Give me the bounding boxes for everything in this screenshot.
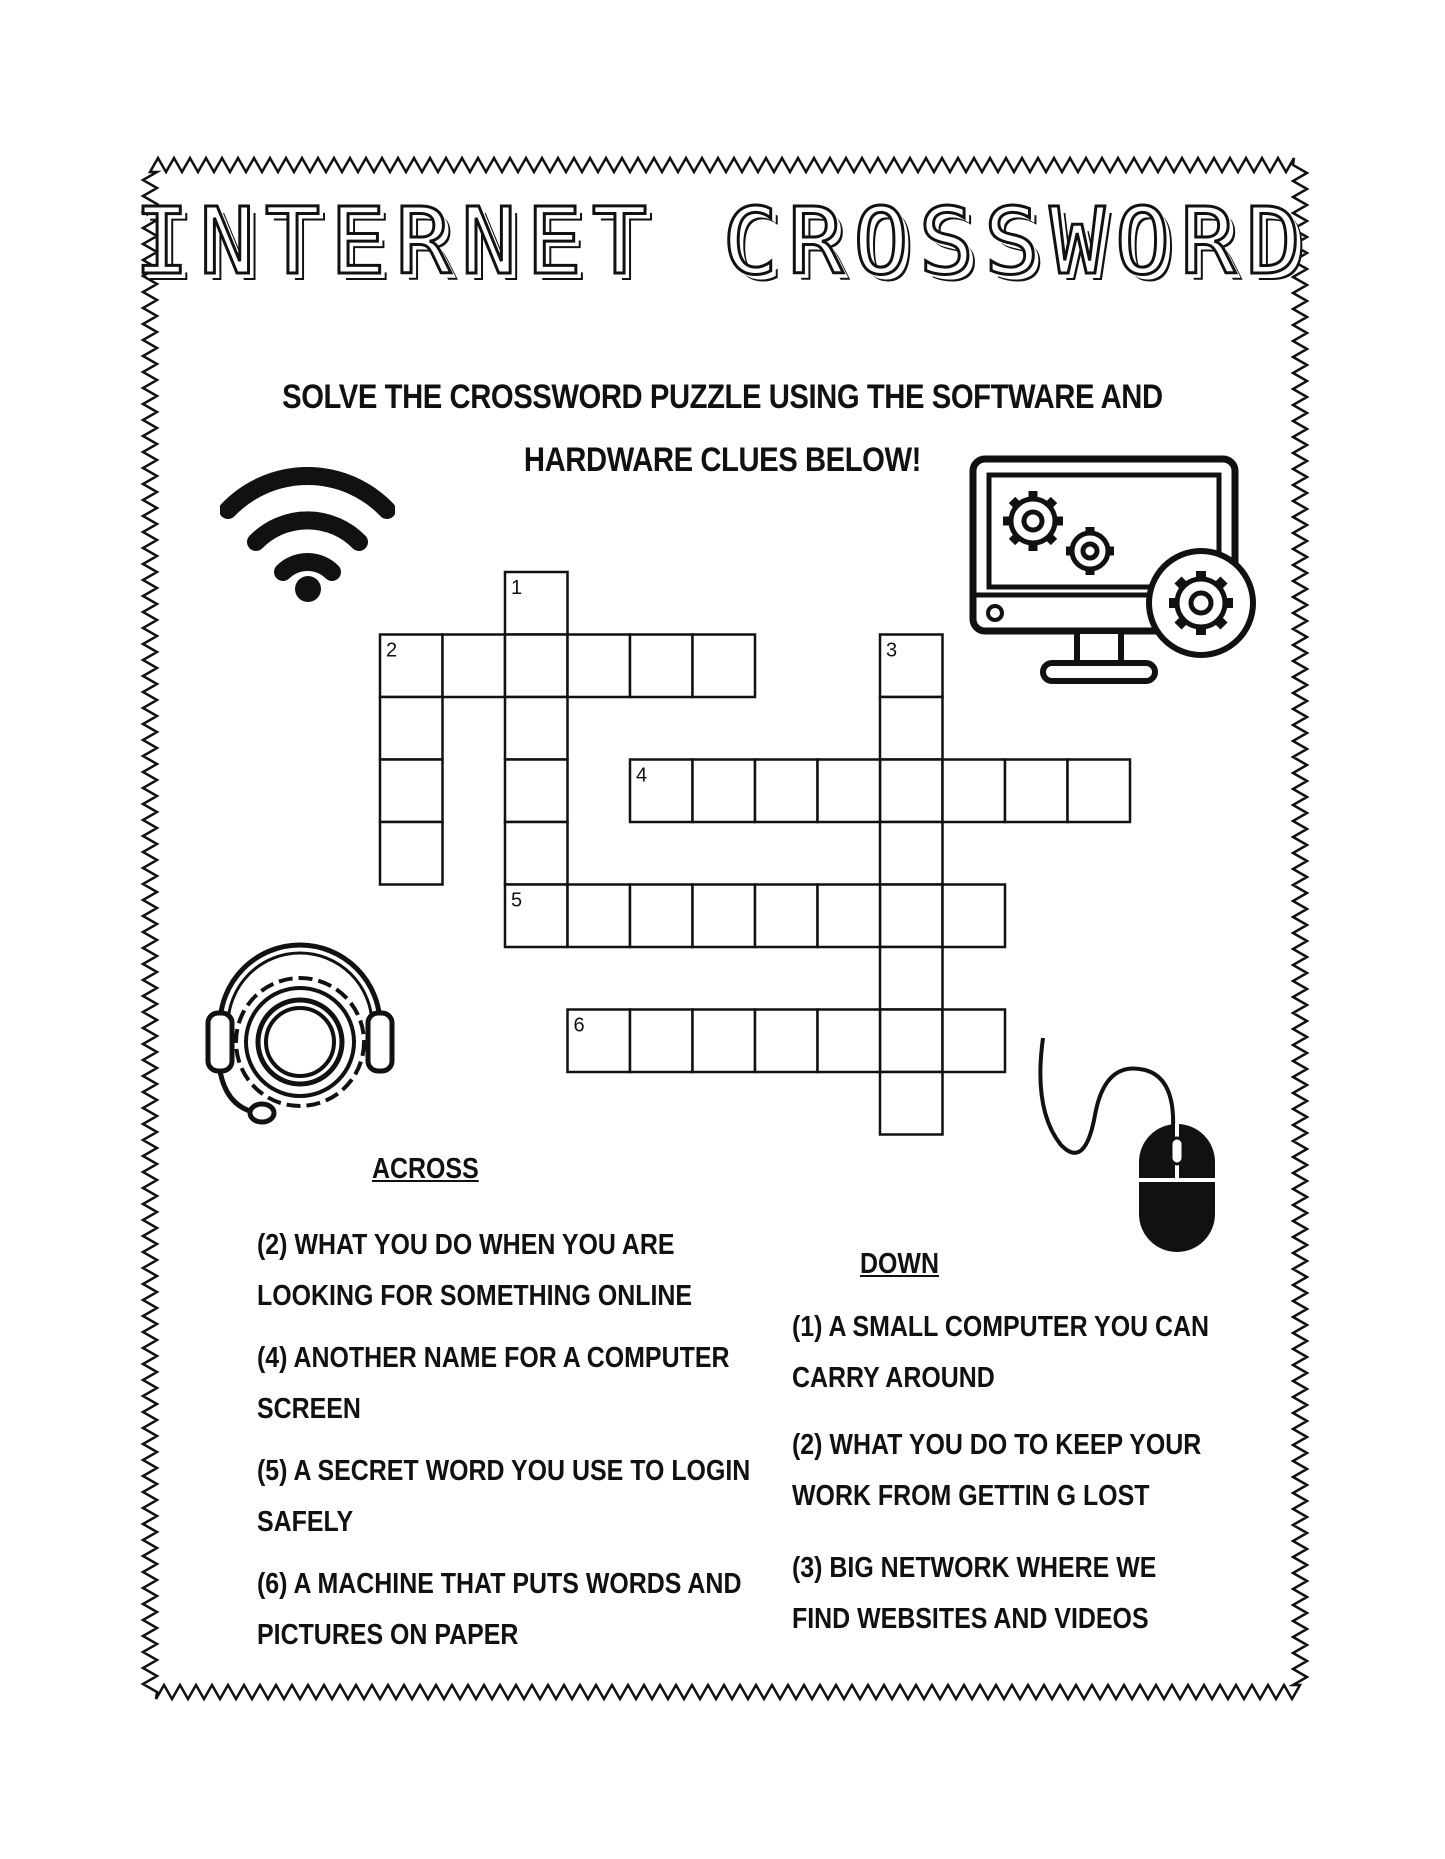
across-clue-4-line-1: (4) ANOTHER NAME FOR A COMPUTER <box>257 1342 730 1374</box>
grid-cell[interactable] <box>818 1010 881 1073</box>
grid-cell[interactable] <box>693 1010 756 1073</box>
grid-cell[interactable] <box>1005 760 1068 823</box>
cell-number-1: 1 <box>511 577 523 599</box>
grid-cell[interactable] <box>818 760 881 823</box>
grid-cell[interactable] <box>755 1010 818 1073</box>
grid-cell[interactable] <box>505 697 568 760</box>
grid-cell[interactable] <box>693 760 756 823</box>
grid-cell[interactable] <box>693 885 756 948</box>
grid-cell[interactable] <box>505 822 568 885</box>
down-clue-3-line-2: FIND WEBSITES AND VIDEOS <box>792 1603 1149 1635</box>
cell-number-5: 5 <box>511 889 523 912</box>
grid-cell[interactable] <box>880 760 943 823</box>
across-clue-5-line-1: (5) A SECRET WORD YOU USE TO LOGIN <box>257 1455 751 1487</box>
grid-cell[interactable] <box>380 760 443 823</box>
across-clue-6-line-1: (6) A MACHINE THAT PUTS WORDS AND <box>257 1568 742 1600</box>
page-title: INTERNET CROSSWORD <box>134 188 1311 295</box>
grid-cell[interactable] <box>630 1010 693 1073</box>
down-clue-2-line-1: (2) WHAT YOU DO TO KEEP YOUR <box>792 1429 1202 1461</box>
grid-cell[interactable] <box>443 635 506 698</box>
across-clue-2-line-1: (2) WHAT YOU DO WHEN YOU ARE <box>257 1229 675 1261</box>
cell-number-2: 2 <box>386 639 398 662</box>
grid-cell[interactable] <box>880 947 943 1010</box>
across-heading: ACROSS <box>372 1153 479 1185</box>
across-clue-6-line-2: PICTURES ON PAPER <box>257 1619 519 1651</box>
grid-cell[interactable] <box>1068 760 1131 823</box>
grid-cell[interactable] <box>505 635 568 698</box>
grid-cell[interactable] <box>880 697 943 760</box>
across-clue-4-line-2: SCREEN <box>257 1393 361 1425</box>
across-clue-5-line-2: SAFELY <box>257 1506 354 1538</box>
cell-number-4: 4 <box>636 764 648 787</box>
grid-cell[interactable] <box>568 635 631 698</box>
grid-cell[interactable] <box>943 760 1006 823</box>
grid-cell[interactable] <box>880 885 943 948</box>
grid-cell[interactable] <box>943 885 1006 948</box>
grid-cell[interactable] <box>630 635 693 698</box>
grid-cell[interactable] <box>630 885 693 948</box>
grid-cell[interactable] <box>880 822 943 885</box>
grid-cell[interactable] <box>880 1010 943 1073</box>
instructions-line-2: HARDWARE CLUES BELOW! <box>523 441 921 479</box>
grid-cell[interactable] <box>693 635 756 698</box>
grid-cell[interactable] <box>880 1072 943 1135</box>
grid-cell[interactable] <box>380 697 443 760</box>
cell-number-6: 6 <box>573 1014 585 1037</box>
down-heading: DOWN <box>860 1248 939 1280</box>
grid-cell[interactable] <box>755 885 818 948</box>
down-clue-2-line-2: WORK FROM GETTIN G LOST <box>792 1480 1150 1512</box>
grid-cell[interactable] <box>568 885 631 948</box>
down-clue-1-line-2: CARRY AROUND <box>792 1362 995 1394</box>
down-clue-1-line-1: (1) A SMALL COMPUTER YOU CAN <box>792 1311 1210 1343</box>
grid-cell[interactable] <box>380 822 443 885</box>
grid-cell[interactable] <box>505 760 568 823</box>
down-clue-3-line-1: (3) BIG NETWORK WHERE WE <box>792 1552 1157 1584</box>
instructions-line-1: SOLVE THE CROSSWORD PUZZLE USING THE SOFTWARE AND <box>282 378 1163 416</box>
cell-number-3: 3 <box>886 639 898 662</box>
grid-cell[interactable] <box>818 885 881 948</box>
across-clue-2-line-2: LOOKING FOR SOMETHING ONLINE <box>257 1280 693 1312</box>
grid-cell[interactable] <box>943 1010 1006 1073</box>
grid-cell[interactable] <box>755 760 818 823</box>
